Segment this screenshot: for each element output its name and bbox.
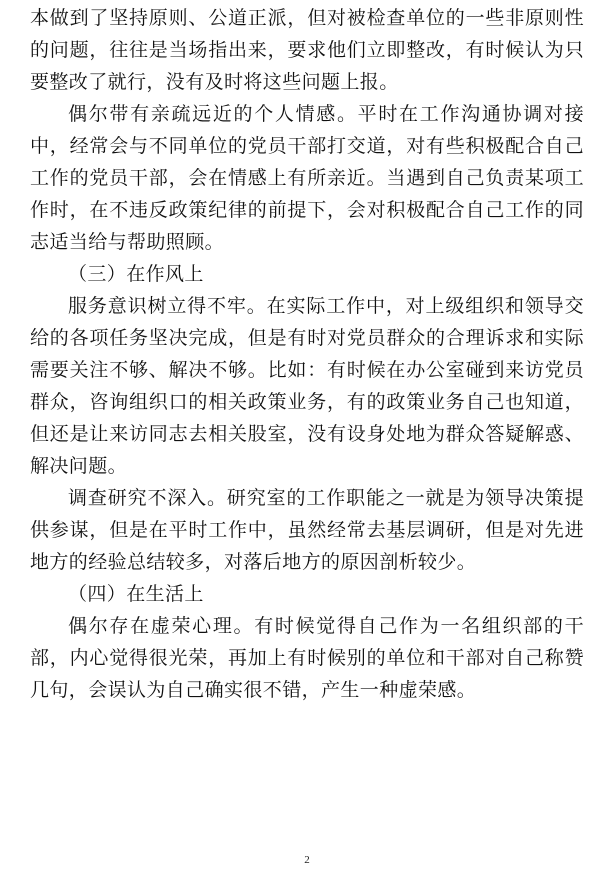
paragraph-continued: 本做到了坚持原则、公道正派，但对被检查单位的一些非原则性的问题，往往是当场指出来，要求他们立即整改，有时候认为只要整改了就行，没有及时将这些问题上报。: [30, 7, 584, 93]
section-heading-work-style: （三）在作风上: [68, 263, 204, 285]
section-heading-life: （四）在生活上: [68, 583, 204, 605]
paragraph-vanity: 偶尔存在虚荣心理。有时候觉得自己作为一名组织部的干部，内心觉得很光荣，再加上有时候别的单位和干部对自己称赞几句，会误认为自己确实很不错，产生一种虚荣感。: [30, 615, 584, 701]
paragraph-service-awareness: 服务意识树立得不牢。在实际工作中，对上级组织和领导交给的各项任务坚决完成，但是有时对党员群众的合理诉求和实际需要关注不够、解决不够。比如：有时候在办公室碰到来访党员群众，咨询组织口的相关政策业务，有的政策业务自己也知道，但还是让来访同志去相关股室，没有设身处地为群众答疑解惑、解决问题。: [30, 295, 584, 477]
paragraph-personal-feelings: 偶尔带有亲疏远近的个人情感。平时在工作沟通协调对接中，经常会与不同单位的党员干部打交道，对有些积极配合自己工作的党员干部，会在情感上有所亲近。当遇到自己负责某项工作时，在不违反政策纪律的前提下，会对积极配合自己工作的同志适当给与帮助照顾。: [30, 103, 584, 253]
page-number: 2: [304, 854, 310, 866]
page-body: [30, 2, 584, 706]
paragraph-research: 调查研究不深入。研究室的工作职能之一就是为领导决策提供参谋，但是在平时工作中，虽然经常去基层调研，但是对先进地方的经验总结较多，对落后地方的原因剖析较少。: [30, 487, 584, 573]
